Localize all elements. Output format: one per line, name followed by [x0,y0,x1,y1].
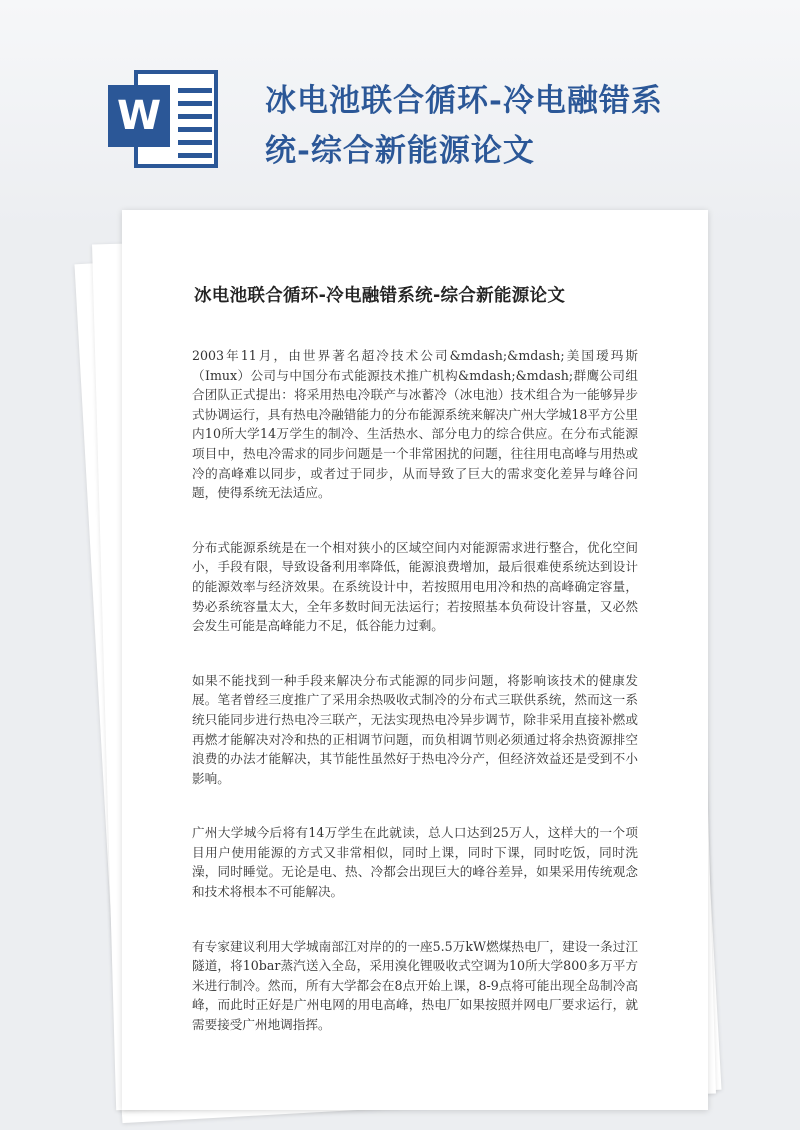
word-document-icon [108,70,223,170]
document-body [192,346,638,1070]
paragraph: 分布式能源系统是在一个相对狭小的区域空间内对能源需求进行整合，优化空间小，手段有限，导致设备利用率降低，能源浪费增加，最后很难使系统达到设计的能源效率与经济效果。在系统设计中，若按照用电用冷和热的高峰确定容量，势必系统容量太大，全年多数时间无法运行；若按照基本负荷设计容量，又必然会发生可能是高峰能力不足，低谷能力过剩。 [192,539,638,634]
paragraph: 2003年11月，由世界著名超冷技术公司&mdash;&mdash;美国瑷玛斯（Imux）公司与中国分布式能源技术推广机构&mdash;&mdash;群鹰公司组合团队正式提出：将采用热电冷联产与冰蓄冷（冰电池）技术组合为一能够异步式协调运行，具有热电冷融错能力的分布能源系统来解决广州大学城18平方公里内10所大学14万学生的制冷、生活热水、部分电力的综合供应。在分布式能源项目中，热电冷需求的同步问题是一个非常困扰的问题，往往用电高峰与用热或冷的高峰难以同步，或者过于同步，从而导致了巨大的需求变化差异与峰谷问题，使得系统无法适应。 [192,348,638,501]
paragraph: 广州大学城今后将有14万学生在此就读，总人口达到25万人，这样大的一个项目用户使用能源的方式又非常相似，同时上课，同时下课，同时吃饭，同时洗澡，同时睡觉。无论是电、热、冷都会出现巨大的峰谷差异，如果采用传统观念和技术将根本不可能解决。 [192,825,638,900]
document-title: 冰电池联合循环-冷电融错系统-综合新能源论文 [194,286,566,306]
word-letter-badge: W [108,85,170,147]
paragraph: 如果不能找到一种手段来解决分布式能源的同步问题，将影响该技术的健康发展。笔者曾经三度推广了采用余热吸收式制冷的分布式三联供系统，然而这一系统只能同步进行热电冷三联产，无法实现热电冷异步调节，除非采用直接补燃或再燃才能解决对冷和热的正相调节问题，而负相调节则必须通过将余热资源排空浪费的办法才能解决，其节能性虽然好于热电冷分产，但经济效益还是受到不小影响。 [192,672,638,786]
header-title: 冰电池联合循环-冷电融错系统-综合新能源论文 [265,83,663,169]
paragraph: 有专家建议利用大学城南部江对岸的的一座5.5万kW燃煤热电厂，建设一条过江隧道，将10bar蒸汽送入全岛，采用溴化锂吸收式空调为10所大学800多万平方米进行制冷。然而，所有大学都会在8点开始上课，8-9点将可能出现全岛制冷高峰，而此时正好是广州电网的用电高峰，热电厂如果按照并网电厂要求运行，就需要接受广州地调指挥。 [192,938,638,1033]
document-page [122,210,708,1110]
